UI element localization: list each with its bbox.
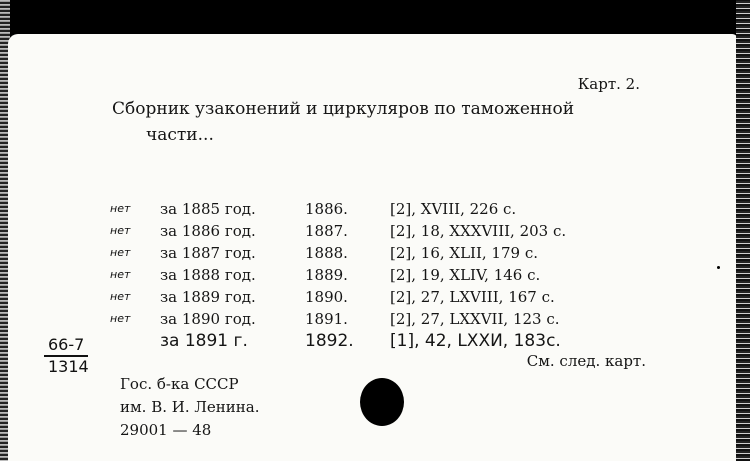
holding-year: 1889.: [305, 266, 348, 284]
holding-volume: [2], 27, LXVIII, 167 с.: [390, 288, 555, 306]
punched-hole: [360, 378, 404, 426]
shelfmark: [44, 335, 89, 377]
ink-speck: [717, 266, 720, 269]
handwritten-year: 1892.: [305, 331, 354, 351]
holding-volume: [2], 18, XXXVIII, 203 с.: [390, 222, 567, 240]
holding-period: за 1890 год.: [160, 310, 256, 328]
holding-year: 1887.: [305, 222, 348, 240]
library-stamp: [120, 373, 259, 442]
card-title: [112, 96, 652, 148]
holding-volume: [2], 19, XLIV, 146 с.: [390, 266, 541, 284]
holding-volume: [2], 16, XLII, 179 с.: [390, 244, 539, 262]
holding-period: за 1887 год.: [160, 244, 256, 262]
handwritten-volume: [1], 42, LXXИ, 183с.: [390, 331, 561, 351]
holding-year: 1886.: [305, 200, 348, 218]
library-stamp-line-3: 29001 — 48: [120, 421, 212, 439]
handwritten-period: за 1891 г.: [160, 331, 248, 351]
holding-mark: нет: [110, 202, 131, 215]
scan-edge-right: [736, 0, 750, 461]
holding-volume: [2], XVIII, 226 с.: [390, 200, 517, 218]
holding-period: за 1886 год.: [160, 222, 256, 240]
holding-year: 1888.: [305, 244, 348, 262]
card-number: Карт. 2.: [577, 75, 640, 93]
library-stamp-line-2: им. В. И. Ленина.: [120, 398, 260, 416]
holding-mark: нет: [110, 290, 131, 303]
holding-period: за 1889 год.: [160, 288, 256, 306]
holding-period: за 1888 год.: [160, 266, 256, 284]
holding-volume: [2], 27, LXXVII, 123 с.: [390, 310, 560, 328]
holding-year: 1891.: [305, 310, 348, 328]
holding-mark: нет: [110, 224, 131, 237]
title-line-1: Сборник узаконений и циркуляров по таможенной: [112, 99, 575, 119]
shelfmark-bottom: 1314: [48, 357, 89, 376]
see-next-card: См. след. карт.: [526, 352, 646, 370]
holding-mark: нет: [110, 246, 131, 259]
holding-mark: нет: [110, 268, 131, 281]
title-line-2: части...: [146, 125, 214, 145]
holding-period: за 1885 год.: [160, 200, 256, 218]
holding-year: 1890.: [305, 288, 348, 306]
library-stamp-line-1: Гос. б-ка СССР: [120, 375, 239, 393]
shelfmark-top: 66-7: [44, 335, 88, 357]
holding-mark: нет: [110, 312, 131, 325]
